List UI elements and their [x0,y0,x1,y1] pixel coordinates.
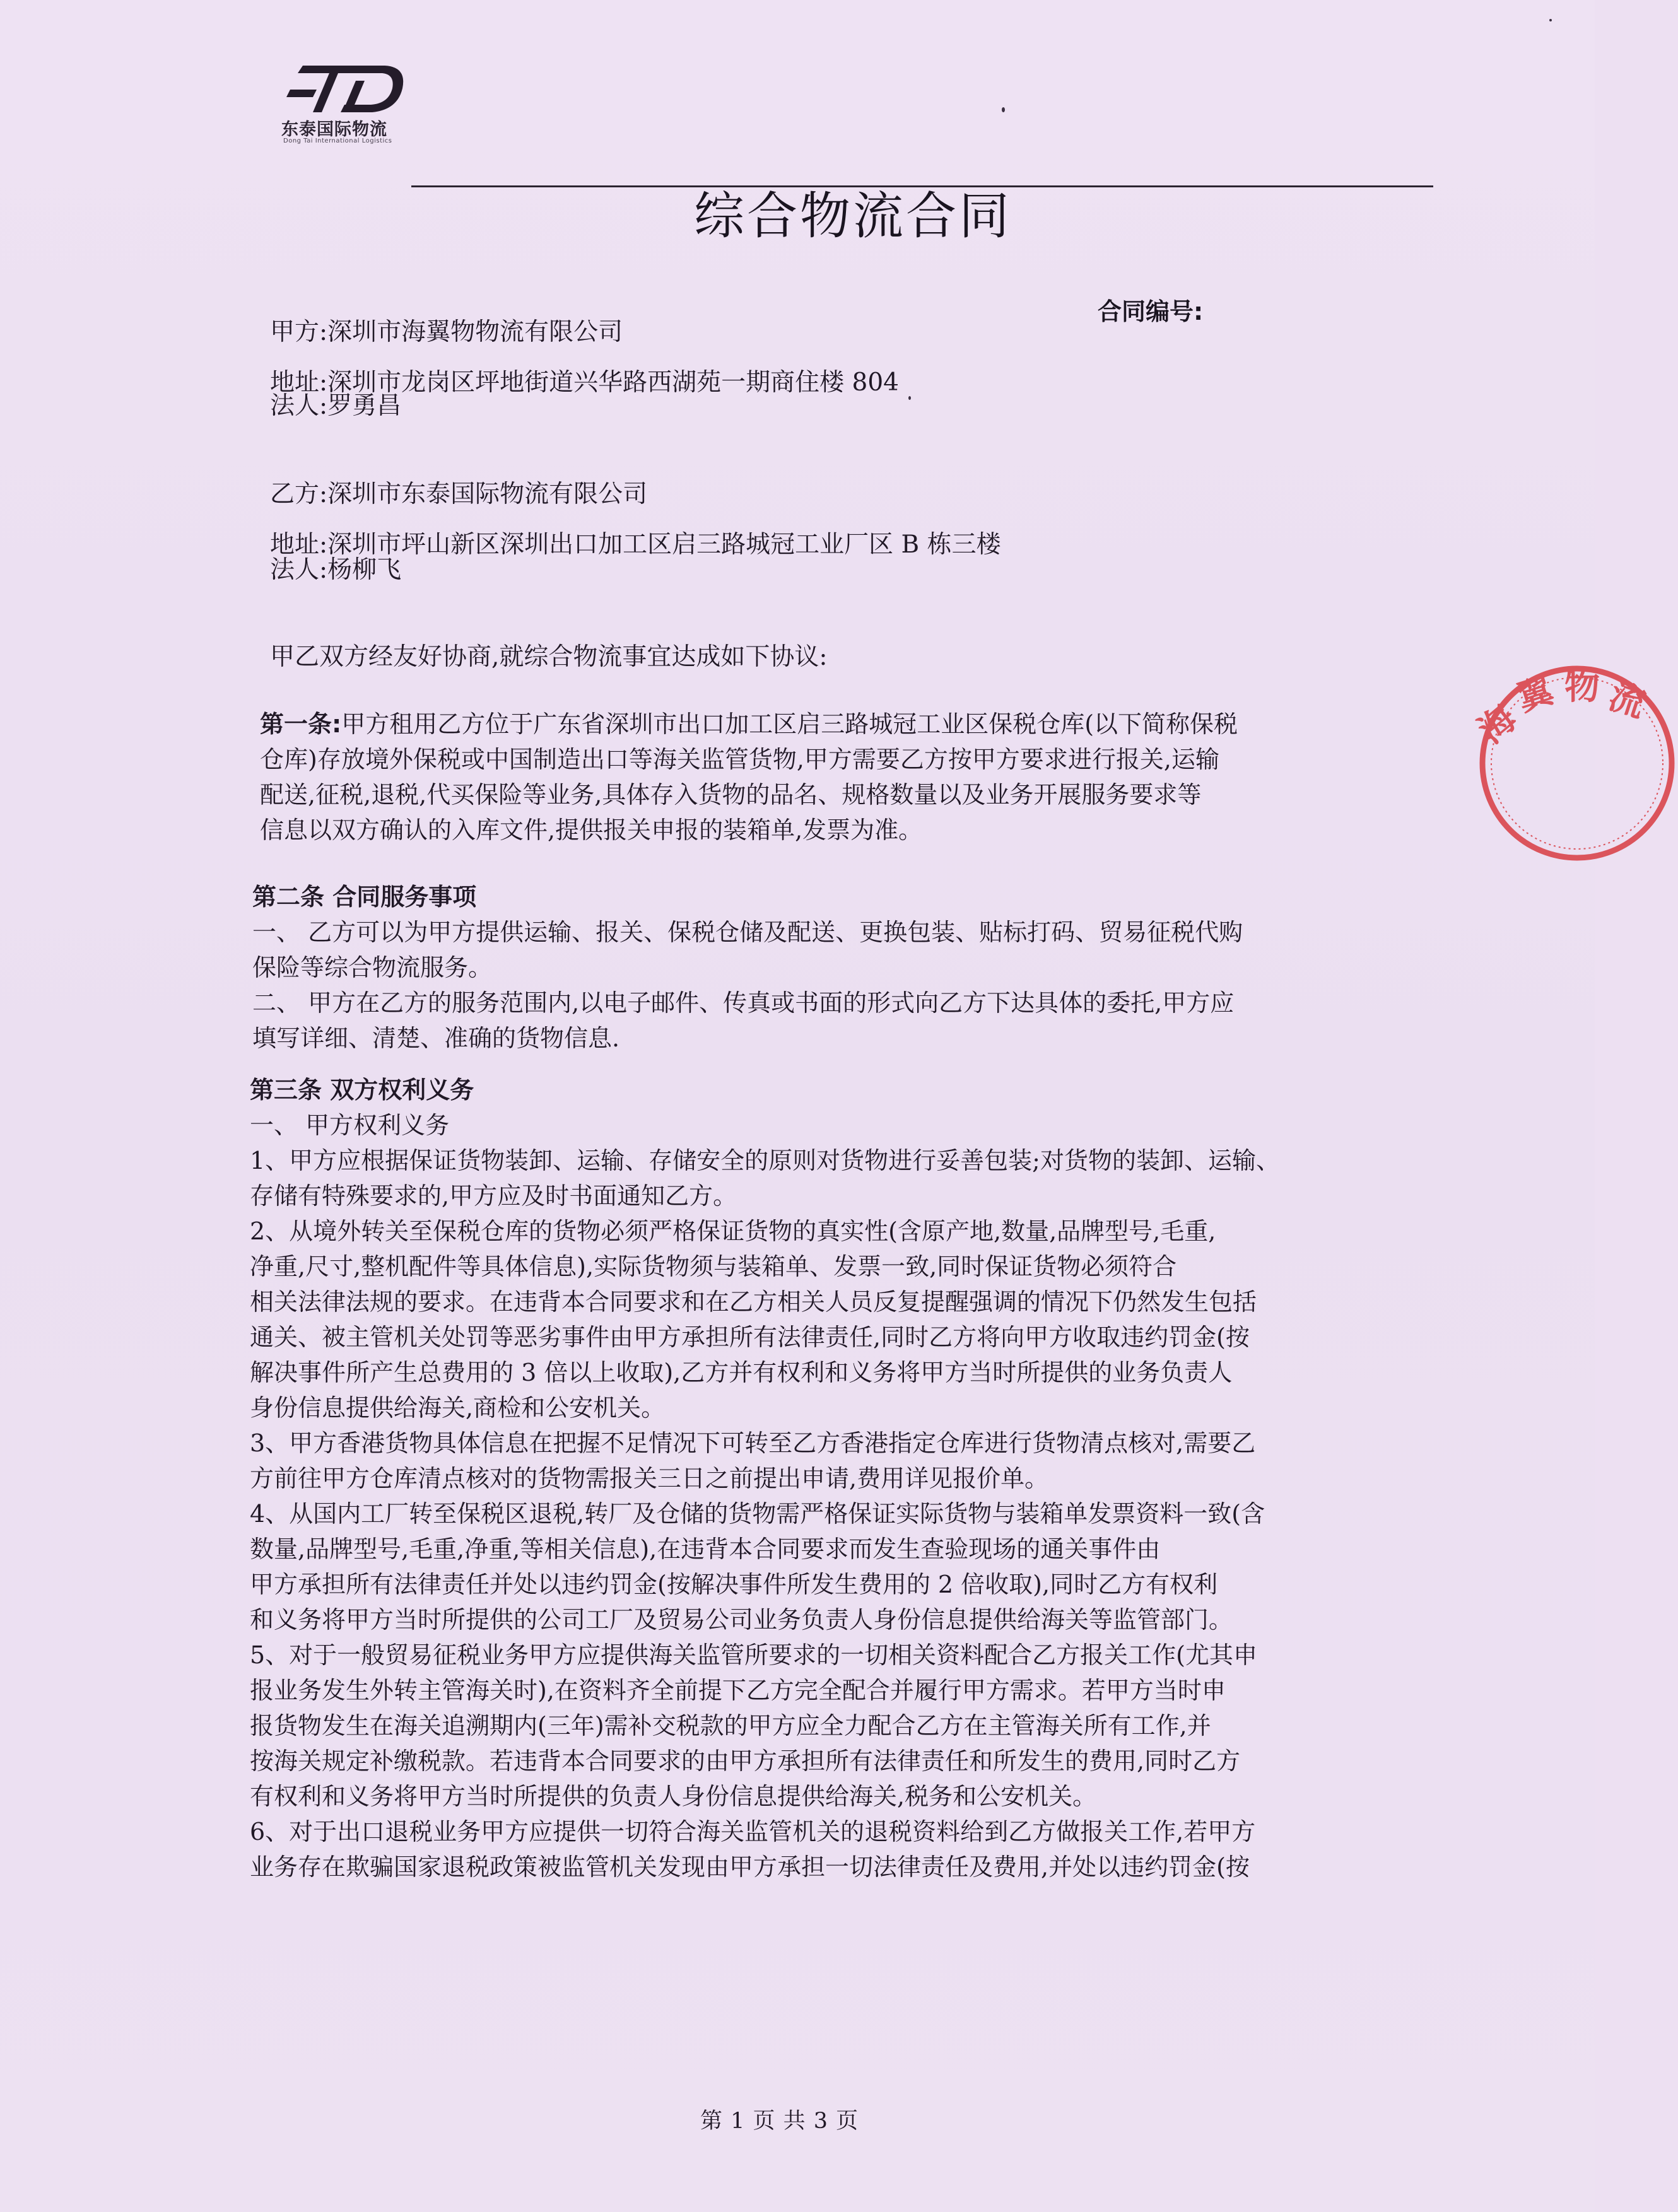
party-a-name: 甲方:深圳市海翼物物流有限公司 [270,318,623,346]
scan-speck [908,396,911,400]
article-3-line: 有权利和义务将甲方当时所提供的负责人身份信息提供给海关,税务和公安机关。 [250,1782,1097,1810]
article-3-line: 存储有特殊要求的,甲方应及时书面通知乙方。 [250,1182,737,1210]
article-1-line: 甲方租用乙方位于广东省深圳市出口加工区启三路城冠工业区保税仓库(以下简称保税 [341,710,1238,738]
svg-text:物: 物 [1564,667,1600,708]
svg-text:海: 海 [1470,697,1525,752]
article-1-label: 第一条: [260,710,342,738]
article-3-line: 3、甲方香港货物具体信息在把握不足情况下可转至乙方香港指定仓库进行货物清点核对,需要乙 [250,1429,1256,1457]
article-3-line: 4、从国内工厂转至保税区退税,转厂及仓储的货物需严格保证实际货物与装箱单发票资料一致(含 [250,1500,1265,1528]
article-3-line: 报业务发生外转主管海关时),在资料齐全前提下乙方完全配合并履行甲方需求。若甲方当时申 [250,1677,1226,1704]
article-3-line: 按海关规定补缴税款。若违背本合同要求的由甲方承担所有法律责任和所发生的费用,同时乙方 [250,1747,1241,1775]
article-1-line: 配送,征税,退税,代买保险等业务,具体存入货物的品名、规格数量以及业务开展服务要求等 [260,781,1202,809]
article-1 [260,706,1238,848]
article-2-line: 填写详细、清楚、准确的货物信息. [252,1024,620,1052]
scan-speck [1549,19,1552,21]
article-3-line: 甲方承担所有法律责任并处以违约罚金(按解决事件所发生费用的 2 倍收取),同时乙方有权利 [250,1571,1218,1598]
article-3-line: 1、甲方应根据保证货物装卸、运输、存储安全的原则对货物进行妥善包装;对货物的装卸、运输、 [250,1147,1280,1174]
article-2-heading: 第二条 合同服务事项 [252,883,477,911]
article-3-line: 解决事件所产生总费用的 3 倍以上收取),乙方并有权利和义务将甲方当时所提供的业务负责人 [250,1359,1233,1386]
article-3-line: 业务存在欺骗国家退税政策被监管机关发现由甲方承担一切法律责任及费用,并处以违约罚金(按 [250,1853,1250,1881]
article-2-line: 一、 乙方可以为甲方提供运输、报关、保税仓储及配送、更换包装、贴标打码、贸易征税代购 [252,918,1243,946]
article-3-line: 5、对于一般贸易征税业务甲方应提供海关监管所要求的一切相关资料配合乙方报关工作(尤其申 [250,1641,1258,1669]
logo-cn-name: 东泰国际物流 [281,120,387,139]
article-3-line: 相关法律法规的要求。在违背本合同要求和在乙方相关人员反复提醒强调的情况下仍然发生包括 [250,1288,1257,1316]
article-3 [250,1072,1280,1885]
article-3-heading: 第三条 双方权利义务 [250,1076,474,1104]
article-3-line: 6、对于出口退税业务甲方应提供一切符合海关监管机关的退税资料给到乙方做报关工作,若甲方 [250,1818,1256,1846]
article-3-line: 2、从境外转关至保税仓库的货物必须严格保证货物的真实性(含原产地,数量,品牌型号,毛重, [250,1217,1216,1245]
article-3-line: 报货物发生在海关追溯期内(三年)需补交税款的甲方应全力配合乙方在主管海关所有工作,并 [250,1712,1211,1740]
document-title: 综合物流合同 [694,187,1012,245]
article-1-line: 信息以双方确认的入库文件,提供报关申报的装箱单,发票为准。 [260,816,923,844]
article-1-line: 仓库)存放境外保税或中国制造出口等海关监管货物,甲方需要乙方按甲方要求进行报关,运输 [260,746,1219,773]
article-3-subheading: 一、 甲方权利义务 [250,1111,450,1139]
scan-speck [1002,107,1005,112]
svg-text:流: 流 [1604,676,1650,726]
party-b-address: 地址:深圳市坪山新区深圳出口加工区启三路城冠工业厂区 B 栋三楼 [270,530,1001,559]
article-2-line: 保险等综合物流服务。 [252,954,493,981]
contract-number-label: 合同编号: [1098,298,1204,325]
party-b-name: 乙方:深圳市东泰国际物流有限公司 [270,480,648,508]
party-a-legal: 法人:罗勇昌 [270,392,402,420]
company-seal-stamp [1470,662,1678,864]
logo-en-name: Dong Tai International Logistics [283,138,392,144]
article-2 [252,879,1243,1056]
article-3-line: 净重,尺寸,整机配件等具体信息),实际货物须与装箱单、发票一致,同时保证货物必须符合 [250,1253,1177,1280]
article-3-line: 通关、被主管机关处罚等恶劣事件由甲方承担所有法律责任,同时乙方将向甲方收取违约罚金(按 [250,1323,1250,1351]
page-footer: 第 1 页 共 3 页 [700,2109,859,2134]
article-3-line: 和义务将甲方当时所提供的公司工厂及贸易公司业务负责人身份信息提供给海关等监管部门。 [250,1606,1233,1634]
intro-text: 甲乙双方经友好协商,就综合物流事宜达成如下协议: [270,643,828,671]
party-a-address: 地址:深圳市龙岗区坪地街道兴华路西湖苑一期商住楼 804 [270,368,899,397]
svg-text:翼: 翼 [1512,669,1559,720]
article-2-line: 二、 甲方在乙方的服务范围内,以电子邮件、传真或书面的形式向乙方下达具体的委托,甲方应 [252,989,1235,1017]
article-3-line: 身份信息提供给海关,商检和公安机关。 [250,1394,666,1422]
article-3-line: 数量,品牌型号,毛重,净重,等相关信息),在违背本合同要求而发生查验现场的通关事件由 [250,1535,1161,1563]
article-3-line: 方前往甲方仓库清点核对的货物需报关三日之前提出申请,费用详见报价单。 [250,1465,1049,1492]
party-b-legal: 法人:杨柳飞 [270,556,402,584]
